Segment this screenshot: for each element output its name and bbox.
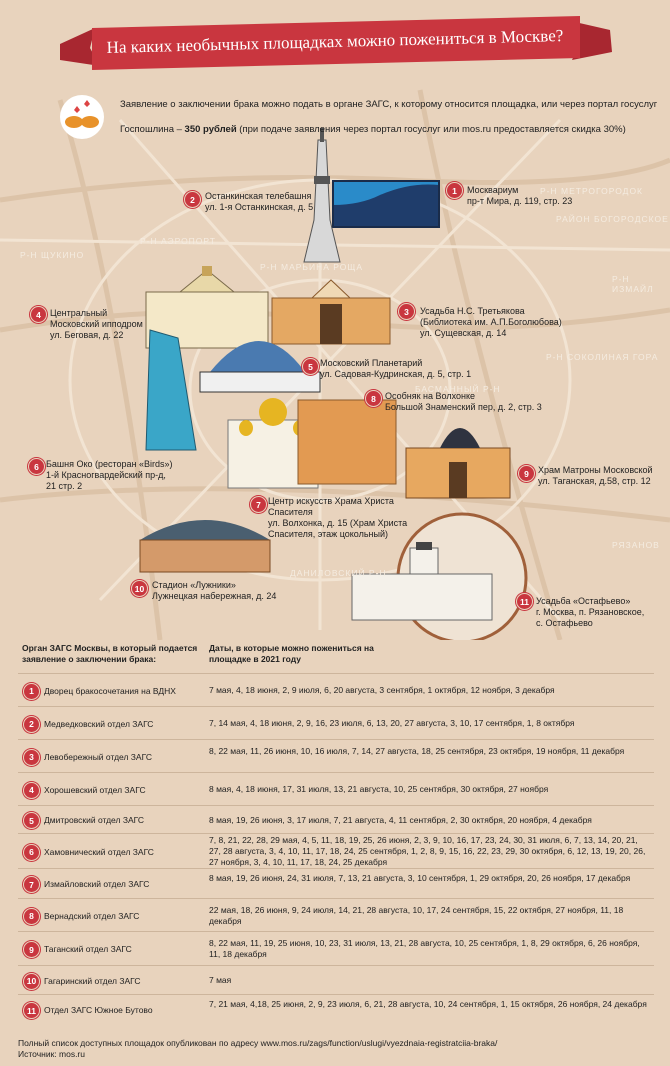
location-name-line2: Московский ипподром: [50, 319, 143, 329]
district-label: БАСМАННЫЙ Р-Н: [415, 384, 501, 394]
table-header-dates: Даты, в которые можно пожениться на площадке в 2021 году: [209, 643, 374, 664]
location-ostafyevo: [536, 596, 644, 629]
location-address: Лужнецкая набережная, д. 24: [152, 591, 277, 601]
location-name: Особняк на Волхонке: [385, 391, 475, 401]
district-label: Р-Н МЕТРОГОРОДОК: [540, 186, 644, 196]
fee-label: Госпошлина –: [120, 124, 185, 135]
wedding-dates: 7, 8, 21, 22, 28, 29 мая, 4, 5, 11, 18, 19, 25, 26 июня, 2, 3, 9, 10, 16, 17, 23, 24, 30, 31 июля, 6, 7, 13, 14, 20, 21, 27, 28 августа, 3, 4, 10, 11, 17, 18, 24, 25 сентября, 1, 2, 8, 9, 15, 16, 22, 23, 29, 30 октября, 6, 12, 13, 19, 20, 26, 27 ноября, 3, 4, 10, 11, 17, 18, 24, 25 декабря: [209, 835, 646, 867]
location-number-badge: 7: [250, 496, 267, 513]
location-volkhonka-mansion: [385, 391, 542, 413]
intro-fee: [120, 124, 660, 136]
table-row: [18, 739, 654, 773]
fee-value: 350 рублей: [184, 124, 237, 135]
location-address-line2: с. Остафьево: [536, 618, 593, 628]
zags-office-name: Таганский отдел ЗАГС: [44, 944, 132, 954]
location-address: ул. Сущевская, д. 14: [420, 328, 507, 338]
table-row: [18, 706, 654, 740]
wedding-dates: 8 мая, 19, 26 июня, 3, 17 июля, 7, 21 августа, 4, 11 сентября, 2, 30 октября, 20 ноября, 4 декабря: [209, 814, 592, 825]
row-number-badge: 5: [23, 812, 40, 829]
location-number-badge: 4: [30, 306, 47, 323]
location-number-badge: 3: [398, 303, 415, 320]
row-number-badge: 3: [23, 749, 40, 766]
wedding-dates: 7, 14 мая, 4, 18 июня, 2, 9, 16, 23 июля, 6, 13, 20, 27 августа, 3, 10, 17 сентября, 1, 8 октября: [209, 718, 575, 728]
row-number-badge: 9: [23, 941, 40, 958]
zags-office-name: Дворец бракосочетания на ВДНХ: [44, 685, 176, 696]
location-name: Усадьба «Остафьево»: [536, 596, 631, 606]
location-address-line2: Спасителя, этаж цокольный): [268, 529, 389, 539]
location-tretyakov-estate: [420, 306, 562, 339]
row-number-badge: 4: [23, 782, 40, 799]
location-luzhniki: [152, 580, 276, 602]
row-number-badge: 1: [23, 683, 40, 700]
wedding-dates: 7, 21 мая, 4,18, 25 июня, 2, 9, 23 июля, 6, 21, 28 августа, 10, 24 сентября, 1, 15 октября, 26 ноября, 24 декабря: [209, 999, 647, 1009]
fee-note: (при подаче заявления через портал госуслуг или mos.ru предоставляется скидка 30%): [236, 124, 626, 135]
location-name: Центр искусств Храма Христа: [268, 496, 394, 506]
location-address: ул. Волхонка, д. 15 (Храм Христа: [268, 518, 408, 528]
intro-line-1: Заявление о заключении брака можно подать в органе ЗАГС, к которому относится площадка, или через портал госуслуг: [120, 99, 658, 110]
location-tv-tower: [205, 191, 313, 213]
zags-office-name: Хамовнический отдел ЗАГС: [44, 846, 154, 857]
mansion-volkhonka-icon: [298, 400, 396, 484]
location-number-badge: 6: [28, 458, 45, 475]
zags-office-name: Хорошевский отдел ЗАГС: [44, 784, 146, 795]
table-row: [18, 772, 654, 806]
location-moskvarium: [467, 185, 572, 207]
location-number-badge: 1: [446, 182, 463, 199]
zags-office-name: Измайловский отдел ЗАГС: [44, 879, 150, 889]
footer: [18, 1038, 497, 1060]
zags-office-name: Левобережный отдел ЗАГС: [44, 751, 152, 762]
table-row: [18, 833, 654, 869]
location-planetarium: [320, 358, 471, 380]
location-subtitle: (Библиотека им. А.П.Боголюбова): [420, 317, 562, 327]
district-label: РЯЗАНОВ: [612, 540, 660, 550]
district-label: Р-Н ИЗМАЙЛ: [612, 274, 654, 294]
location-cathedral-art-center: [268, 496, 407, 540]
zags-office-name: Отдел ЗАГС Южное Бутово: [44, 1005, 153, 1015]
location-name: Останкинская телебашня: [205, 191, 312, 201]
row-number-badge: 7: [23, 876, 40, 893]
page-title: На каких необычных площадках можно пожениться в Москве?: [106, 26, 564, 57]
location-matrona-church: [538, 465, 653, 487]
row-number-badge: 11: [23, 1002, 40, 1019]
zags-office-name: Вернадский отдел ЗАГС: [44, 910, 140, 921]
location-address: пр-т Мира, д. 119, стр. 23: [467, 196, 573, 206]
district-label: ДАНИЛОВСКИЙ Р-Н: [290, 568, 387, 578]
location-name: Башня Око (ресторан «Birds»): [46, 459, 173, 469]
table-row: [18, 673, 654, 707]
location-address: 21 стр. 2: [46, 481, 83, 491]
location-name: Стадион «Лужники»: [152, 580, 236, 590]
table-row: [18, 994, 654, 1025]
wedding-dates: 22 мая, 18, 26 июня, 9, 24 июля, 14, 21, 28 августа, 10, 17, 24 сентября, 15, 22 октября, 27 ноября, 11, 18 декабря: [209, 904, 624, 926]
location-name: Москвариум: [467, 185, 519, 195]
wedding-dates: 7 мая, 4, 18 июня, 2, 9 июля, 6, 20 августа, 3 сентября, 1 октября, 12 ноября, 3 декабря: [209, 685, 555, 695]
table-row: [18, 965, 654, 995]
wedding-dates: 7 мая: [209, 975, 232, 985]
location-address: ул. 1-я Останкинская, д. 5: [205, 202, 314, 212]
location-name: Храм Матроны Московской: [538, 465, 653, 475]
wedding-dates: 8 мая, 19, 26 июня, 24, 31 июля, 7, 13, 21 августа, 3, 10 сентября, 1, 29 октября, 20, 26 ноября, 17 декабря: [209, 873, 631, 883]
location-number-badge: 8: [365, 390, 382, 407]
footer-source-url: Полный список доступных площадок опубликован по адресу www.mos.ru/zags/function/uslugi/vyezdnaia-registratciia-braka/: [18, 1038, 498, 1048]
zags-office-name: Гагаринский отдел ЗАГС: [44, 975, 141, 986]
table-row: [18, 868, 654, 899]
wedding-dates: 8 мая, 4, 18 июня, 17, 31 июля, 13, 21 августа, 10, 25 сентября, 30 октября, 27 ноября: [209, 784, 549, 794]
district-label: Р-Н ЩУКИНО: [20, 250, 85, 260]
table-row: [18, 898, 654, 932]
district-label: Р-Н МАРЬИНА РОЩА: [260, 262, 364, 272]
zags-office-name: Дмитровский отдел ЗАГС: [44, 815, 144, 825]
table-row: [18, 805, 654, 834]
location-number-badge: 2: [184, 191, 201, 208]
location-name-line2: 1-й Красногвардейский пр-д,: [46, 470, 166, 480]
location-name-line2: Спасителя: [268, 507, 313, 517]
wedding-dates: 8, 22 мая, 11, 19, 25 июня, 10, 23, 31 июля, 13, 21, 28 августа, 10, 25 сентября, 1, 8, 29 октября, 6, 26 ноября, 11, 18 декабря: [209, 938, 640, 959]
row-number-badge: 6: [23, 844, 40, 861]
footer-source: Источник: mos.ru: [18, 1049, 85, 1059]
location-oko-tower: [46, 459, 173, 492]
district-label: Р-Н СОКОЛИНАЯ ГОРА: [546, 352, 659, 362]
doves-icon: [60, 95, 104, 139]
moskvarium-icon: [333, 181, 439, 227]
location-address: ул. Беговая, д. 22: [50, 330, 124, 340]
table-row: [18, 931, 654, 966]
location-number-badge: 11: [516, 593, 533, 610]
location-address: ул. Садовая-Кудринская, д. 5, стр. 1: [320, 369, 472, 379]
location-number-badge: 9: [518, 465, 535, 482]
row-number-badge: 2: [23, 716, 40, 733]
location-hippodrome: [50, 308, 143, 341]
zags-office-name: Медведковский отдел ЗАГС: [44, 718, 154, 729]
wedding-dates: 8, 22 мая, 11, 26 июня, 10, 16 июля, 7, 14, 27 августа, 18, 25 сентября, 23 октября, 19 ноября, 11 декабря: [209, 745, 625, 756]
location-name: Московский Планетарий: [320, 358, 423, 368]
location-name: Центральный: [50, 308, 108, 318]
location-number-badge: 5: [302, 358, 319, 375]
location-name: Усадьба Н.С. Третьякова: [420, 306, 525, 316]
location-address: Большой Знаменский пер, д. 2, стр. 3: [385, 402, 542, 412]
location-address: г. Москва, п. Рязановское,: [536, 607, 645, 617]
location-number-badge: 10: [131, 580, 148, 597]
table-header-office: Орган ЗАГС Москвы, в который подается заявление о заключении брака:: [22, 643, 198, 664]
row-number-badge: 8: [23, 908, 40, 925]
district-label: РАЙОН БОГОРОДСКОЕ: [556, 214, 669, 224]
row-number-badge: 10: [23, 973, 40, 990]
district-label: Р-Н АЭРОПОРТ: [140, 236, 216, 246]
location-address: ул. Таганская, д.58, стр. 12: [538, 476, 651, 486]
